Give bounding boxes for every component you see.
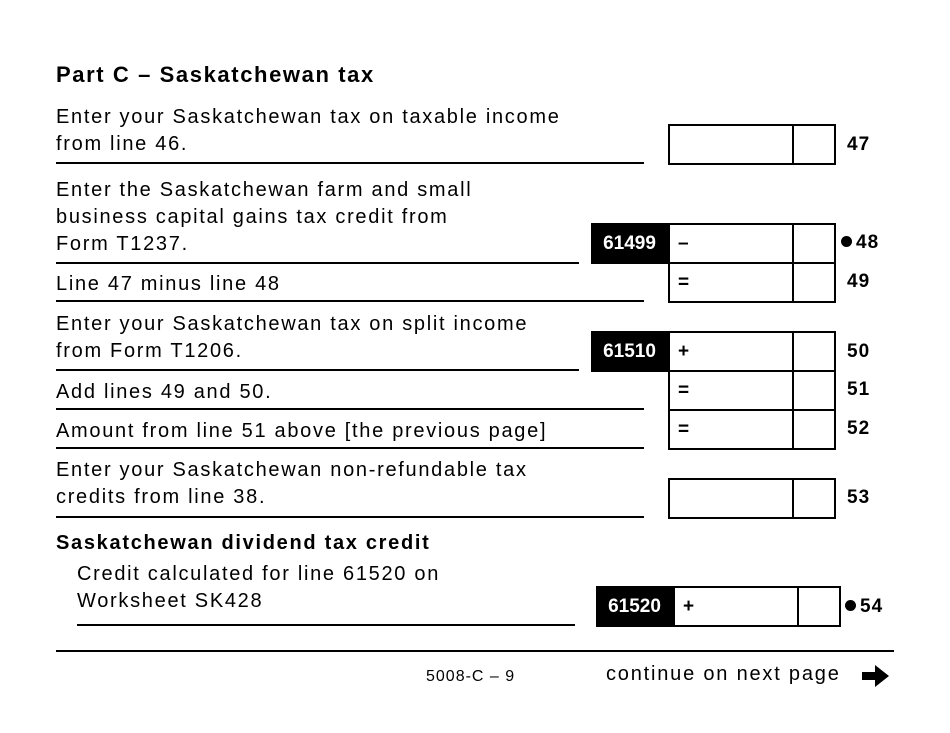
line-50-description (56, 311, 528, 365)
line-53-number: 53 (847, 487, 871, 508)
line-52-operator: = (678, 419, 690, 440)
line-51-underline (56, 408, 644, 410)
cents-divider (792, 264, 794, 301)
line-54-operator: + (683, 596, 695, 617)
line-49-number: 49 (847, 271, 871, 292)
line-47-text-1: Enter your Saskatchewan tax on taxable income (56, 106, 561, 128)
line-50-underline (56, 369, 579, 371)
line-48-code: 61499 (591, 223, 668, 264)
line-52-underline (56, 447, 644, 449)
line-47-underline (56, 162, 644, 164)
line-50-operator: + (678, 341, 690, 362)
line-48-text-2: business capital gains tax credit from (56, 206, 449, 228)
line-48-number (841, 232, 879, 254)
line-49-operator: = (678, 272, 690, 293)
line-53-amount-box[interactable] (668, 478, 836, 519)
cents-divider (792, 411, 794, 448)
cents-divider (792, 126, 794, 163)
line-49-underline (56, 300, 644, 302)
line-48-number-text: 48 (856, 232, 880, 253)
page-title: Part C – Saskatchewan tax (56, 62, 375, 87)
line-52-number: 52 (847, 418, 871, 439)
line-49-description (56, 271, 281, 298)
line-53-text-2: credits from line 38. (56, 486, 267, 508)
line-54-number-text: 54 (860, 596, 884, 617)
cents-divider (792, 480, 794, 517)
line-54-text-2: Worksheet SK428 (77, 590, 264, 612)
continue-label: continue on next page (606, 663, 841, 685)
line-47-text-2: from line 46. (56, 133, 189, 155)
line-54-underline (77, 624, 575, 626)
cents-divider (792, 372, 794, 409)
line-47-amount-box[interactable] (668, 124, 836, 165)
line-54-amount-box[interactable] (673, 586, 841, 627)
line-50-text-2: from Form T1206. (56, 340, 243, 362)
required-bullet-icon (841, 236, 852, 247)
line-48-underline (56, 262, 579, 264)
line-53-text-1: Enter your Saskatchewan non-refundable tax (56, 459, 528, 481)
line-48-text-3: Form T1237. (56, 233, 189, 255)
line-50-text-1: Enter your Saskatchewan tax on split income (56, 313, 529, 335)
line-54-description (77, 561, 440, 615)
line-49-amount-box[interactable] (668, 262, 836, 303)
line-51-operator: = (678, 380, 690, 401)
line-49-text-1: Line 47 minus line 48 (56, 273, 281, 295)
line-52-amount-box[interactable] (668, 409, 836, 450)
line-48-description (56, 177, 472, 258)
footer-rule (56, 650, 894, 652)
line-48-amount-box[interactable] (668, 223, 836, 264)
line-52-text-1: Amount from line 51 above [the previous page] (56, 420, 548, 442)
line-53-underline (56, 516, 644, 518)
cents-divider (792, 225, 794, 262)
required-bullet-icon (845, 600, 856, 611)
line-52-description (56, 418, 547, 445)
line-53-description (56, 457, 528, 511)
line-51-number: 51 (847, 379, 871, 400)
line-50-number: 50 (847, 341, 871, 362)
line-51-amount-box[interactable] (668, 370, 836, 411)
form-page-id: 5008-C – 9 (426, 668, 516, 685)
cents-divider (797, 588, 799, 625)
cents-divider (792, 333, 794, 370)
line-54-number (845, 596, 883, 618)
arrow-right-icon (862, 664, 890, 688)
line-50-code: 61510 (591, 331, 668, 372)
line-51-description (56, 379, 272, 406)
line-48-operator: – (678, 233, 689, 254)
line-50-amount-box[interactable] (668, 331, 836, 372)
line-47-number: 47 (847, 134, 871, 155)
line-51-text-1: Add lines 49 and 50. (56, 381, 273, 403)
line-54-text-1: Credit calculated for line 61520 on (77, 563, 441, 585)
line-48-text-1: Enter the Saskatchewan farm and small (56, 179, 473, 201)
dividend-section-heading: Saskatchewan dividend tax credit (56, 532, 431, 554)
line-47-description (56, 104, 561, 158)
line-54-code: 61520 (596, 586, 673, 627)
